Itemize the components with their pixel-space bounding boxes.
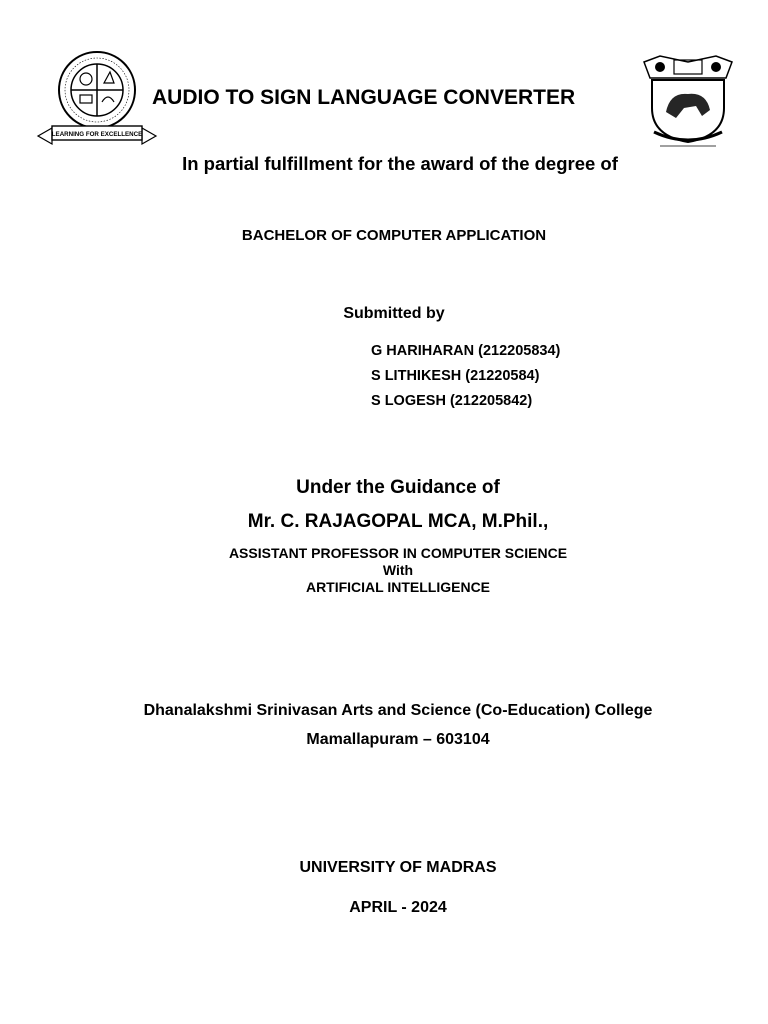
college-address: Mamallapuram – 603104 [306, 731, 490, 748]
project-title: AUDIO TO SIGN LANGUAGE CONVERTER [152, 86, 576, 109]
guide-designation [14, 545, 768, 596]
university-crest-logo [640, 52, 736, 152]
university-name: UNIVERSITY OF MADRAS [299, 859, 497, 876]
degree-fulfillment-statement: In partial fulfillment for the award of the degree of [182, 153, 618, 174]
college-emblem-logo [36, 50, 158, 148]
designation-line-2: With [382, 562, 414, 578]
degree-name: BACHELOR OF COMPUTER APPLICATION [241, 227, 547, 244]
guide-qualification: MCA, M.Phil., [427, 511, 549, 532]
submission-date: APRIL - 2024 [349, 899, 447, 916]
student-entry: S LOGESH (212205842) [371, 393, 533, 409]
guide-name-text: Mr. C. RAJAGOPAL [247, 511, 423, 532]
college-name: Dhanalakshmi Srinivasan Arts and Science (Co-Education) College [143, 702, 653, 719]
guidance-label: Under the Guidance of [296, 477, 500, 498]
student-entry: S LITHIKESH (21220584) [371, 368, 540, 384]
guide-name [14, 511, 768, 533]
submitted-by-label: Submitted by [343, 305, 445, 322]
designation-line-1: ASSISTANT PROFESSOR IN COMPUTER SCIENCE [228, 545, 568, 561]
designation-line-3: ARTIFICIAL INTELLIGENCE [305, 579, 491, 595]
emblem-motto: LEARNING FOR EXCELLENCE [51, 131, 143, 138]
student-entry: G HARIHARAN (212205834) [371, 343, 561, 359]
